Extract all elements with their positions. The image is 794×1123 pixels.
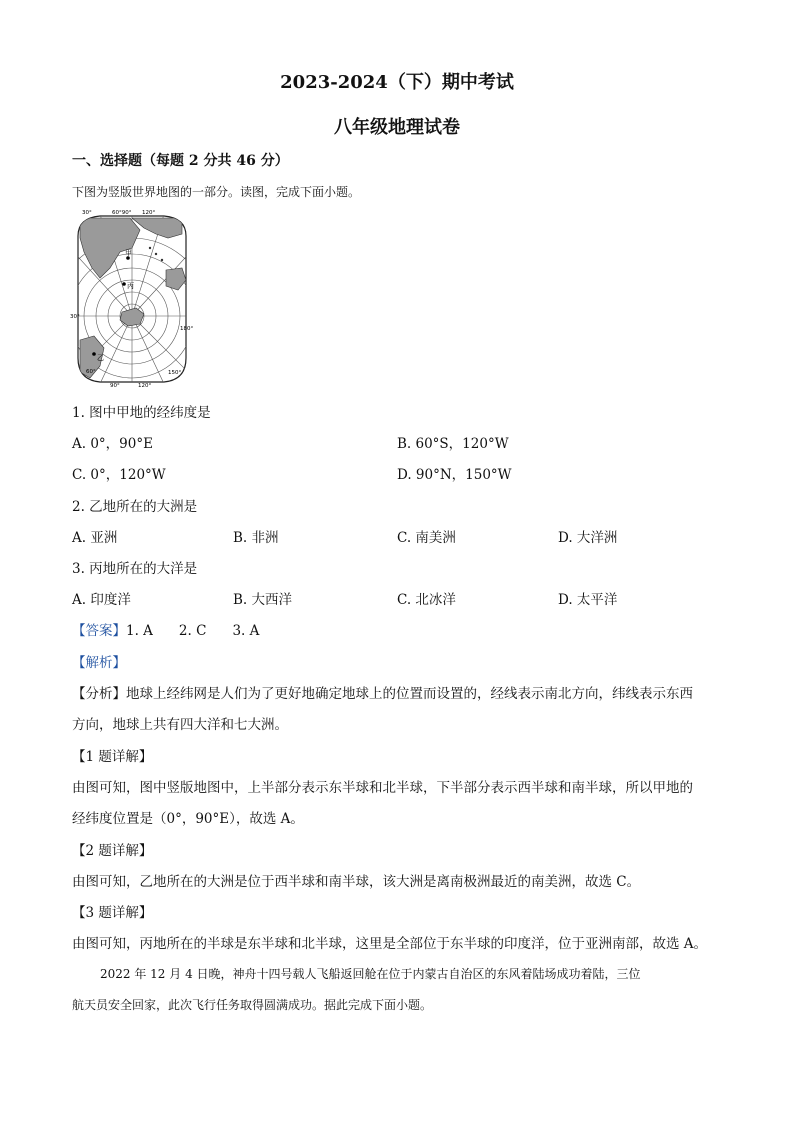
label-top-right: 120°	[142, 210, 156, 216]
passage-line2: 航天员安全回家，此次飞行任务取得圆满成功。据此完成下面小题。	[72, 998, 433, 1012]
label-bing: 丙	[127, 282, 134, 290]
q1-option-b[interactable]: B. 60°S，120°W	[397, 436, 509, 452]
answer-label: 【答案】	[72, 623, 126, 639]
fenxi-line2: 方向，地球上共有四大洋和七大洲。	[72, 717, 288, 733]
q3-stem: 3. 丙地所在的大洋是	[72, 561, 198, 577]
fenxi-text1: 地球上经纬网是人们为了更好地确定地球上的位置而设置的，经线表示南北方向，纬线表示东西	[126, 686, 693, 702]
fenxi-line1	[72, 682, 693, 702]
q1-option-c[interactable]: C. 0°，120°W	[72, 467, 166, 483]
label-top-mid: 60°90°	[112, 210, 132, 216]
fenxi-label: 【分析】	[72, 686, 126, 702]
q1-option-a[interactable]: A. 0°，90°E	[72, 436, 153, 452]
exam-subtitle: 八年级地理试卷	[334, 117, 460, 138]
label-top-left: 30°	[82, 210, 92, 216]
q3-option-a[interactable]: A. 印度洋	[72, 592, 131, 608]
answer-item-3: 3. A	[232, 623, 260, 639]
q2-option-a[interactable]: A. 亚洲	[72, 530, 118, 546]
label-bottom-mid: 90°	[110, 383, 120, 388]
point-bing	[122, 282, 126, 286]
label-yi: 乙	[97, 354, 104, 362]
label-jia: 甲	[125, 249, 132, 257]
q1-detail-line2: 经纬度位置是（0°，90°E），故选 A。	[72, 811, 304, 827]
q2-stem: 2. 乙地所在的大洲是	[72, 499, 198, 515]
label-bottom-mid2: 120°	[138, 383, 152, 388]
label-bottom-left: 60°	[86, 369, 96, 375]
q3-option-c[interactable]: C. 北冰洋	[397, 592, 456, 608]
q3-option-d[interactable]: D. 太平洋	[558, 592, 618, 608]
q3-detail-line1: 由图可知，丙地所在的半球是东半球和北半球，这里是全部位于东半球的印度洋，位于亚洲南部，故选 A。	[72, 936, 708, 952]
q2-option-c[interactable]: C. 南美洲	[397, 530, 456, 546]
q1-detail-line1: 由图可知，图中竖版地图中，上半部分表示东半球和北半球，下半部分表示西半球和南半球，所以甲地的	[72, 780, 693, 796]
q2-detail-line1: 由图可知，乙地所在的大洲是位于西半球和南半球，该大洲是离南极洲最近的南美洲，故选 C。	[72, 874, 641, 890]
q2-option-d[interactable]: D. 大洋洲	[558, 530, 618, 546]
answer-item-1: 1. A	[126, 623, 153, 639]
q1-detail-label: 【1 题详解】	[72, 749, 153, 765]
q2-detail-label: 【2 题详解】	[72, 843, 153, 859]
q1-option-d[interactable]: D. 90°N，150°W	[397, 467, 512, 483]
section-heading: 一、选择题（每题 2 分共 46 分）	[72, 153, 289, 169]
exam-title: 2023-2024（下）期中考试	[280, 72, 514, 93]
analysis-label: 【解析】	[72, 655, 126, 671]
q1-stem: 1. 图中甲地的经纬度是	[72, 405, 211, 421]
answer-item-2: 2. C	[178, 623, 207, 639]
section-intro: 下图为竖版世界地图的一部分。读图，完成下面小题。	[72, 185, 361, 199]
q3-detail-label: 【3 题详解】	[72, 905, 153, 921]
label-right: 180°	[180, 326, 194, 332]
vertical-world-map	[70, 208, 194, 388]
passage-line1: 2022 年 12 月 4 日晚，神舟十四号载人飞船返回舱在位于内蒙古自治区的东风着陆场成功着陆，三位	[100, 967, 641, 981]
answer-row	[72, 619, 259, 639]
label-bottom-right: 150°	[168, 370, 182, 376]
label-left: 30°	[70, 314, 80, 320]
q3-option-b[interactable]: B. 大西洋	[233, 592, 293, 608]
q2-option-b[interactable]: B. 非洲	[233, 530, 279, 546]
point-yi	[92, 352, 96, 356]
